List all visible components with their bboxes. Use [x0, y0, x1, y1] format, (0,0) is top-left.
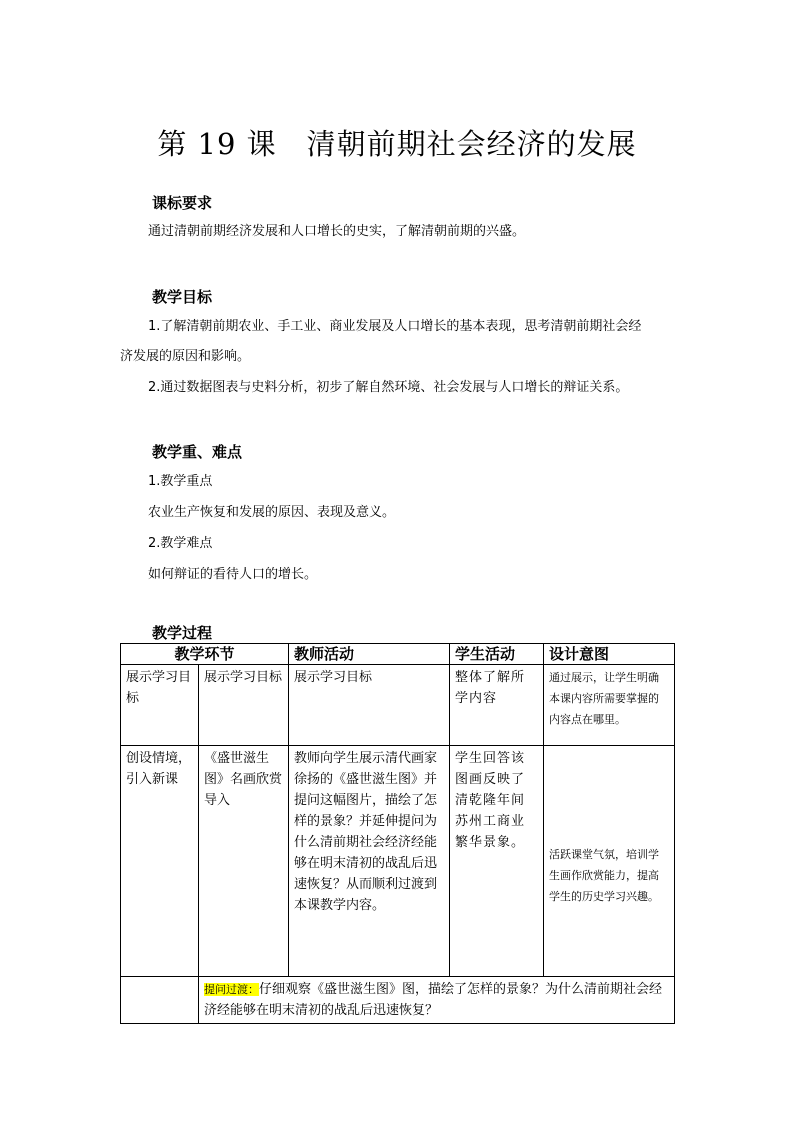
- key-points-heading: 教学重、难点: [152, 443, 243, 461]
- row1-student: 整体了解所学内容: [450, 665, 544, 746]
- row2-student: 学生回答该图画反映了清乾隆年间苏州工商业繁华景象。: [450, 746, 544, 977]
- row1-intent: 通过展示，让学生明确本课内容所需要掌握的内容点在哪里。: [544, 665, 675, 746]
- objectives-heading: 教学目标: [152, 288, 213, 306]
- objective-1-line-1: 1.了解清朝前期农业、手工业、商业发展及人口增长的基本表现，思考清朝前期社会经: [148, 319, 642, 334]
- row2-intent: 活跃课堂气氛，培训学生画作欣赏能力，提高学生的历史学习兴趣。: [544, 746, 675, 977]
- row2-stage: 创设情境，引入新课: [121, 746, 199, 977]
- row1-substage: 展示学习目标: [199, 665, 289, 746]
- difficulty-text: 如何辩证的看待人口的增长。: [148, 567, 318, 582]
- table-row: [121, 665, 675, 746]
- standard-heading: 课标要求: [152, 194, 213, 212]
- lesson-title: 第 19 课 清朝前期社会经济的发展: [157, 127, 637, 161]
- header-intent: 设计意图: [544, 644, 675, 665]
- process-heading: 教学过程: [152, 624, 213, 642]
- table-row: [121, 746, 675, 977]
- transition-text: 仔细观察《盛世滋生图》图，描绘了怎样的景象？为什么清前期社会经济经能够在明末清初的战乱后迅速恢复？: [204, 982, 663, 1018]
- header-student: 学生活动: [450, 644, 544, 665]
- table-header-row: [121, 644, 675, 665]
- transition-row: [121, 977, 675, 1024]
- transition-cell: [199, 977, 675, 1024]
- standard-text: 通过清朝前期经济发展和人口增长的史实，了解清朝前期的兴盛。: [148, 224, 526, 239]
- row2-teacher: 教师向学生展示清代画家徐扬的《盛世滋生图》并提问这幅图片，描绘了怎样的景象？并延伸提问为什么清前期社会经济经能够在明末清初的战乱后迅速恢复？从而顺利过渡到本课教学内容。: [289, 746, 450, 977]
- objective-1-line-2: 济发展的原因和影响。: [120, 349, 251, 364]
- header-stage: 教学环节: [121, 644, 289, 665]
- focus-label: 1.教学重点: [148, 474, 213, 489]
- teaching-process-table: [120, 643, 675, 1024]
- row2-substage: 《盛世滋生图》名画欣赏导入: [199, 746, 289, 977]
- row1-stage: 展示学习目标: [121, 665, 199, 746]
- transition-empty-cell: [121, 977, 199, 1024]
- header-teacher: 教师活动: [289, 644, 450, 665]
- focus-text: 农业生产恢复和发展的原因、表现及意义。: [148, 505, 396, 520]
- difficulty-label: 2.教学难点: [148, 536, 213, 551]
- transition-label: 提问过渡：: [204, 983, 259, 996]
- objective-2: 2.通过数据图表与史料分析，初步了解自然环境、社会发展与人口增长的辩证关系。: [148, 380, 629, 395]
- row1-teacher: 展示学习目标: [289, 665, 450, 746]
